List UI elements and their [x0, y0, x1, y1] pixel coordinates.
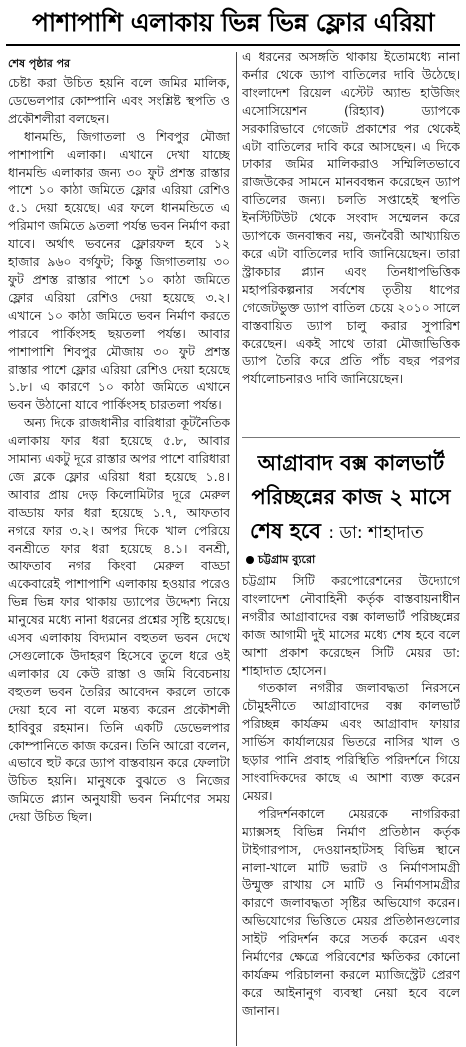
article-paragraph: পরিদর্শনকালে মেয়রকে নাগরিকরা ম্যাক্সসহ বিভিন্ন নির্মাণ প্রতিষ্ঠান কর্তৃক টাইগারপাস, দেওয়ানহাটসহ বিভিন্ন স্থানে নালা-খালে মাটি ভরাট ও নির্মাণসামগ্রী উন্মুক্ত রাখায় সে মাটি ও নির্মাণসামগ্রীর কারণে জলাবদ্ধতা সৃষ্টির অভিযোগ করেন। অভিযোগের ভিত্তিতে মেয়র প্রতিষ্ঠানগুলোর সাইট পরিদর্শন করে সতর্ক করেন এবং নির্মাণের ক্ষেত্রে পরিবেশের ক্ষতিকর কোনো কার্যক্রম পরিচালনা করলে ম্যাজিস্ট্রেট প্রেরণ করে আইনানুগ ব্যবস্থা নেয়া হবে বলে জানান।	[242, 805, 460, 1018]
column-divider	[236, 52, 237, 1046]
headline-line: পরিচ্ছন্নের কাজ ২ মাসে	[251, 485, 451, 509]
headline-line-text: শেষ হবে	[250, 519, 321, 543]
article-paragraph: গতকাল নগরীর জলাবদ্ধতা নিরসনে চৌমুহনীতে আগ্রাবাদের বক্স কালভার্ট পরিচ্ছন্ন কার্যক্রম এবং আগ্রাবাদ ফায়ার সার্ভিস কার্যালয়ের ভিতরে নাসির খাল ও ছড়ার পানি প্রবাহ পরিস্থিতি পরিদর্শনে গিয়ে সাংবাদিকদের কাছে এ আশা ব্যক্ত করেন মেয়র।	[242, 680, 460, 803]
byline-text: চট্টগ্রাম ব্যুরো	[258, 553, 316, 566]
continuation-kicker: শেষ পৃষ্ঠার পর	[8, 57, 71, 70]
article-separator	[242, 437, 460, 438]
headline-line: আগ্রাবাদ বক্স কালভার্ট	[257, 451, 445, 475]
bullet-icon	[246, 556, 254, 564]
article-column-right-continuation	[242, 48, 460, 432]
article-paragraph: চট্টগ্রাম সিটি করপোরেশনের উদ্যোগে বাংলাদেশ নৌবাহিনী কর্তৃক বাস্তবায়নাধীন নগরীর আগ্রাবাদের বক্স কালভার্ট পরিচ্ছন্নের কাজ আগামী দুই মাসের মধ্যে শেষ হবে বলে আশা প্রকাশ করেছেন সিটি মেয়র ডা: শাহাদাত হোসেন।	[242, 573, 460, 678]
article-headline: পাশাপাশি এলাকায় ভিন্ন ভিন্ন ফ্লোর এরিয়া	[31, 8, 435, 37]
headline-line	[242, 514, 460, 550]
article-paragraph: এ ধরনের অসঙ্গতি থাকায় ইতোমধ্যে নানা কর্নার থেকে ড্যাপ বাতিলের দাবি উঠেছে। বাংলাদেশ রিয়েল এস্টেট অ্যান্ড হাউজিং এসোসিয়েশন (রিহ্যাব) ড্যাপকে সরকারিভাবে গেজেট প্রকাশের পর থেকেই এটা বাতিলের দাবি করে আসছেন। এ দিকে ঢাকার জমির মালিকরাও সম্মিলিতভাবে রাজউকের সামনে মানববন্ধন করেছেন ড্যাপ বাতিলের জন্য। চলতি সপ্তাহেই স্থপতি ইনস্টিটিউট থেকে সংবাদ সম্মেলন করে ড্যাপকে জনবান্ধব নয়, জনবৈরী আখ্যায়িত করে এটা বাতিলের দাবি জানিয়েছেন। তারা স্ট্রাকচার প্ল্যান এবং তিনধাপভিত্তিক মহাপরিকল্পনার সর্বশেষ তৃতীয় ধাপের গেজেটভুক্ত ড্যাপ বাতিল চেয়ে ২০১০ সালে বাস্তবায়িত ড্যাপ চালু করার সুপারিশ করেছেন। একই সাথে তারা মৌজাভিত্তিক ড্যাপ তৈরি করে প্রতি পাঁচ বছর পরপর পর্যালোচনারও দাবি জানিয়েছেন।	[242, 49, 460, 387]
article-column-left	[8, 56, 230, 1044]
article-paragraph: ধানমন্ডি, জিগাতলা ও শিবপুর মৌজা পাশাপাশি এলাকা। এখানে দেখা যাচ্ছে ধানমন্ডি এলাকার জন্য ৩০ ফুট প্রশস্ত রাস্তার পাশে ১০ কাঠা জমিতে ফ্লোর এরিয়া রেশিও ৫.১ দেয়া হয়েছে। এর ফলে ধানমন্ডিতে এ পরিমাণ জমিতে ৯তলা পর্যন্ত ভবন নির্মাণ করা যাবে। অর্থাৎ ভবনের ফ্লোরফল হবে ১২ হাজার ৯৬০ বর্গফুট; কিন্তু জিগাতলায় ৩০ ফুট প্রশস্ত রাস্তার পাশে ১০ কাঠা জমিতে ফ্লোর এরিয়া রেশিও দেয়া হয়েছে ৩.২। এখানে ১০ কাঠা জমিতে ভবন নির্মাণ করতে পারবে পার্কিংসহ ছয়তলা পর্যন্ত। আবার পাশাপাশি শিবপুর মৌজায় ৩০ ফুট প্রশস্ত রাস্তার পাশে ফ্লোর এরিয়া রেশিও দেয়া হয়েছে ১.৮। এ কারণে ১০ কাঠা জমিতে এখানে ভবন উঠানো যাবে পার্কিংসহ চারতলা পর্যন্ত।	[8, 128, 230, 413]
headline-quote-author: : ডা: শাহাদাত	[328, 523, 424, 543]
article-paragraph: চেষ্টা করা উচিত হয়নি বলে জমির মালিক, ডেভেলপার কোম্পানি এবং সংশ্লিষ্ট স্থপতি ও প্রকৌশলীরা বলছেন।	[8, 75, 230, 126]
second-article-body	[242, 572, 460, 1044]
headline-rule	[6, 44, 460, 46]
byline	[246, 552, 460, 568]
second-article-headline	[242, 446, 460, 550]
article-paragraph: অন্য দিকে রাজধানীর বারিধারা কূটনৈতিক এলাকায় ফার ধরা হয়েছে ৫.৮, আবার সামান্য একটু দূরে রাস্তার অপর পাশে বারিধারা জে ব্লকে ফ্লোর এরিয়া ধরা হয়েছে ১.৪। আবার প্রায় দেড় কিলোমিটার দূরে মেরুল বাড্ডায় ফার ধরা হয়েছে ১.৭, আফতাব নগরে ফার ৩.২। অপর দিকে খাল পেরিয়ে বনশ্রীতে ফার ধরা হয়েছে ৪.১। বনশ্রী, আফতাব নগর কিংবা মেরুল বাড্ডা একেবারেই পাশাপাশি এলাকায় হওয়ার পরেও ভিন্ন ভিন্ন ফার থাকায় ড্যাপের উদ্দেশ্য নিয়ে মানুষের মধ্যে নানা ধরনের প্রশ্নের সৃষ্টি হয়েছে। এসব এলাকায় বিদ্যমান বহুতল ভবন দেখে সেগুলোকে উদাহরণ হিসেবে তুলে ধরে ওই এলাকার যে কেউ রাস্তা ও জমি বিবেচনায় বহুতল ভবন তৈরির আবেদন করলে তাকে দেয়া হবে না বলে মন্তব্য করেন প্রকৌশলী হাবিবুর রহমান। তিনি একটি ডেভেলপার কোম্পানিতে কাজ করেন। তিনি আরো বলেন, এভাবে হুট করে ড্যাপ বাস্তবায়ন করে ফেলাটা উচিত হয়নি। মানুষকে বুঝতে ও নিজের জমিতে প্ল্যান অনুযায়ী ভবন নির্মাণের সময় দেয়া উচিত ছিল।	[8, 415, 230, 825]
